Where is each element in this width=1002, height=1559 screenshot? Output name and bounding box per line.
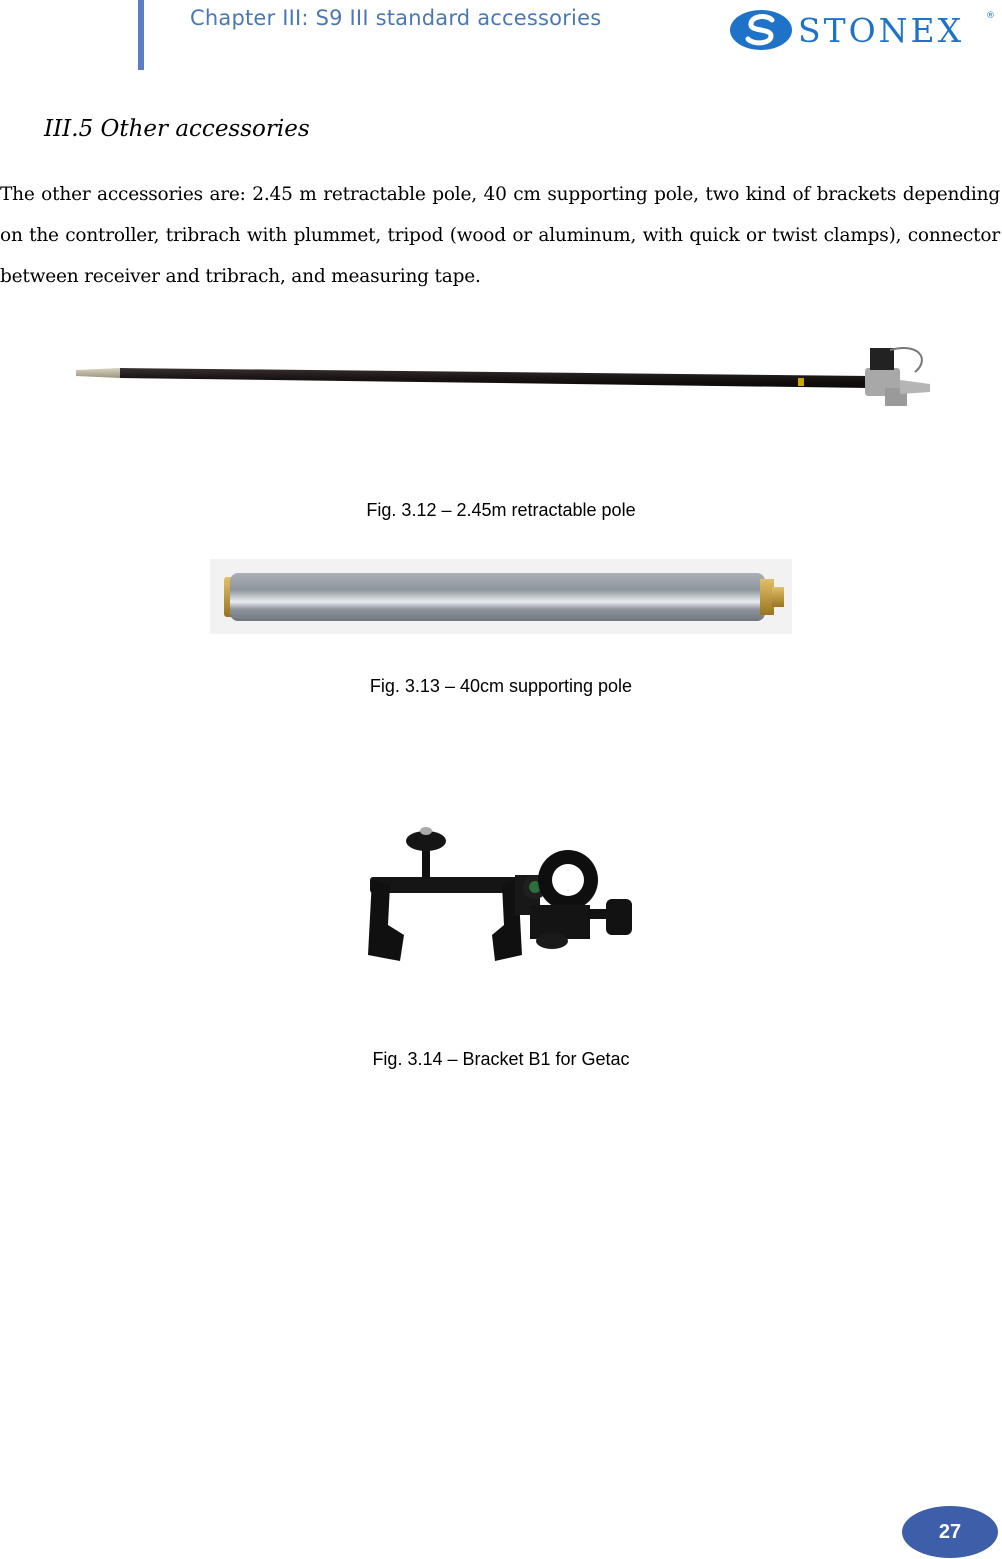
figure-caption: Fig. 3.13 – 40cm supporting pole — [369, 676, 633, 696]
supporting-pole-image — [210, 559, 792, 634]
figure-caption: Fig. 3.12 – 2.45m retractable pole — [366, 500, 636, 520]
svg-text:®: ® — [986, 11, 995, 21]
header-accent-bar — [138, 0, 144, 70]
figure-caption: Fig. 3.14 – Bracket B1 for Getac — [372, 1049, 630, 1069]
retractable-pole-image — [70, 340, 940, 415]
svg-text:STONEX: STONEX — [798, 11, 965, 50]
stonex-logo — [728, 4, 998, 52]
page-number-badge — [902, 1506, 998, 1558]
body-paragraph: The other accessories are: 2.45 m retractable pole, 40 cm supporting pole, two kind of brackets depending on the controller, tribrach with plummet, tripod (wood or aluminum, with quick or twist clamps), connector between receiver and tribrach, and measuring tape. — [0, 184, 1000, 287]
chapter-title: Chapter III: S9 III standard accessories — [190, 6, 602, 30]
bracket-image — [360, 825, 640, 965]
section-heading: III.5 Other accessories — [44, 116, 310, 142]
page-number: 27 — [938, 1520, 962, 1543]
